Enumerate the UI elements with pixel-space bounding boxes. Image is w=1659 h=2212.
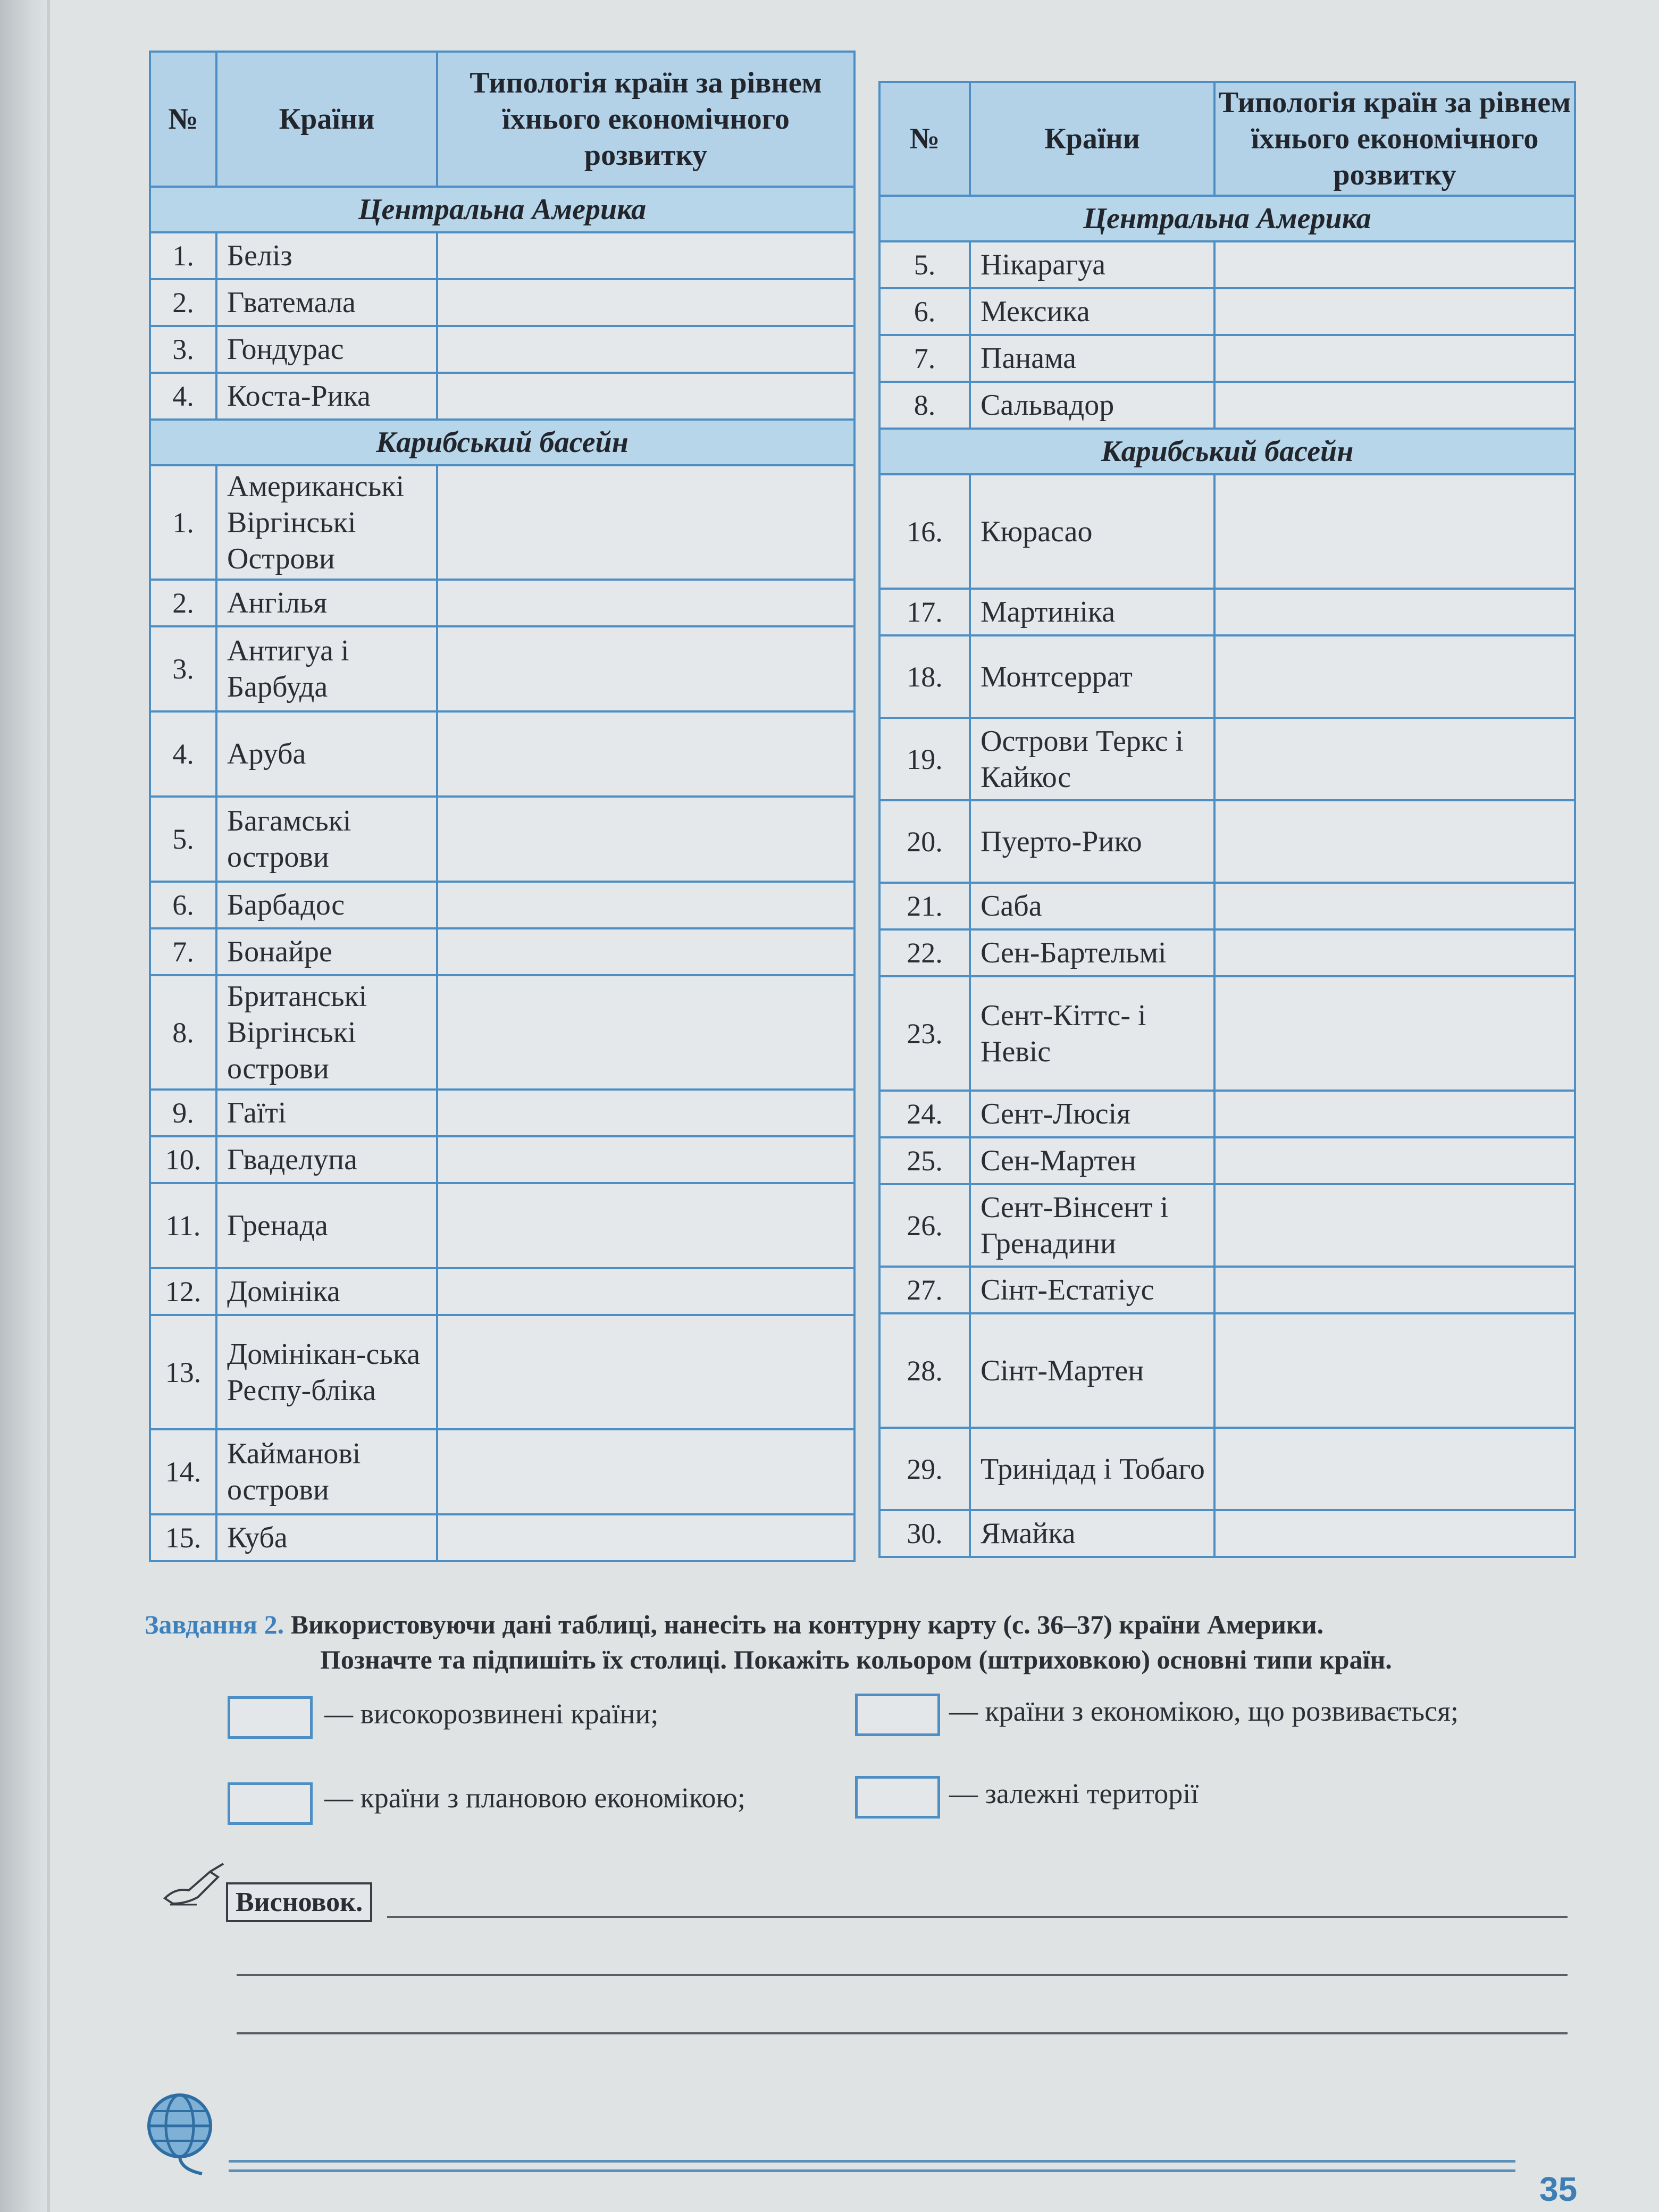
country-name: Коста-Рика (216, 373, 437, 420)
row-number: 7. (879, 335, 970, 382)
legend-box-developed[interactable] (228, 1696, 313, 1739)
typology-answer-cell[interactable] (1214, 883, 1575, 929)
row-number: 2. (150, 580, 216, 626)
conclusion-line-1[interactable] (387, 1916, 1568, 1918)
table-header-row (879, 82, 1575, 196)
table-row (879, 929, 1575, 976)
country-name: Нікарагуа (970, 241, 1214, 288)
country-name: Тринідад і Тобаго (970, 1428, 1214, 1510)
country-name: Барбадос (216, 882, 437, 928)
country-name: Сен-Бартельмі (970, 929, 1214, 976)
typology-answer-cell[interactable] (1214, 1184, 1575, 1267)
typology-answer-cell[interactable] (437, 1136, 854, 1183)
typology-answer-cell[interactable] (437, 232, 854, 279)
row-number: 6. (879, 288, 970, 335)
section-title: Центральна Америка (150, 187, 854, 232)
section-title: Карибський басейн (150, 420, 854, 465)
typology-answer-cell[interactable] (1214, 718, 1575, 800)
section-row (879, 429, 1575, 474)
row-number: 26. (879, 1184, 970, 1267)
header-countries: Країни (216, 52, 437, 187)
country-name: Антигуа і Барбуда (216, 626, 437, 711)
row-number: 4. (150, 373, 216, 420)
legend-text-dependent: — залежні території (949, 1778, 1199, 1809)
typology-answer-cell[interactable] (437, 1514, 854, 1561)
country-name: Гондурас (216, 326, 437, 373)
typology-answer-cell[interactable] (437, 1268, 854, 1315)
task-2-line2: Позначте та підпишіть їх столиці. Покажіть кольором (штриховкою) основні типи країн. (320, 1645, 1392, 1674)
row-number: 27. (879, 1267, 970, 1313)
country-name: Британські Віргінські острови (216, 975, 437, 1090)
row-number: 24. (879, 1091, 970, 1137)
row-number: 14. (150, 1429, 216, 1514)
table-header-row (150, 52, 854, 187)
table-row (879, 718, 1575, 800)
row-number: 7. (150, 928, 216, 975)
task-2-line1: Використовуючи дані таблиці, нанесіть на контурну карту (с. 36–37) країни Америки. (290, 1610, 1324, 1639)
footer-rule-top (229, 2160, 1515, 2163)
table-row (150, 1514, 854, 1561)
country-name: Кайманові острови (216, 1429, 437, 1514)
section-row (879, 196, 1575, 241)
country-name: Сент-Люсія (970, 1091, 1214, 1137)
typology-answer-cell[interactable] (437, 326, 854, 373)
typology-answer-cell[interactable] (1214, 1137, 1575, 1184)
country-name: Кюрасао (970, 474, 1214, 589)
table-row (879, 883, 1575, 929)
table-row (879, 1137, 1575, 1184)
legend-text-planned: — країни з плановою економікою; (324, 1782, 745, 1814)
table-row (879, 288, 1575, 335)
table-row (879, 382, 1575, 429)
table-row (150, 279, 854, 326)
country-name: Аруба (216, 711, 437, 797)
typology-answer-cell[interactable] (437, 373, 854, 420)
typology-answer-cell[interactable] (1214, 589, 1575, 635)
section-title: Карибський басейн (879, 429, 1575, 474)
table-row (879, 1267, 1575, 1313)
row-number: 12. (150, 1268, 216, 1315)
table-row (879, 1091, 1575, 1137)
header-typology: Типологія країн за рівнем їхнього економічного розвитку (437, 52, 854, 187)
typology-answer-cell[interactable] (1214, 1091, 1575, 1137)
country-name: Мартиніка (970, 589, 1214, 635)
legend-text-developed: — високорозвинені країни; (324, 1698, 659, 1730)
country-name: Саба (970, 883, 1214, 929)
header-countries: Країни (970, 82, 1214, 196)
table-row (150, 373, 854, 420)
typology-answer-cell[interactable] (1214, 474, 1575, 589)
header-num: № (150, 52, 216, 187)
table-row (879, 589, 1575, 635)
table-row (879, 635, 1575, 718)
table-row (879, 1313, 1575, 1428)
legend-box-dependent[interactable] (855, 1776, 940, 1819)
country-name: Домініка (216, 1268, 437, 1315)
row-number: 19. (879, 718, 970, 800)
row-number: 11. (150, 1183, 216, 1268)
row-number: 23. (879, 976, 970, 1091)
conclusion-label: Висновок. (226, 1882, 372, 1922)
table-row (150, 1315, 854, 1429)
row-number: 13. (150, 1315, 216, 1429)
row-number: 9. (150, 1090, 216, 1136)
table-row (150, 1268, 854, 1315)
table-row (150, 326, 854, 373)
table-row (150, 711, 854, 797)
table-row (150, 1136, 854, 1183)
table-row (150, 626, 854, 711)
country-name: Мексика (970, 288, 1214, 335)
footer-rule-bottom (229, 2169, 1515, 2172)
page-number: 35 (1539, 2170, 1578, 2208)
row-number: 29. (879, 1428, 970, 1510)
typology-answer-cell[interactable] (1214, 335, 1575, 382)
table-row (879, 1510, 1575, 1557)
table-row (150, 232, 854, 279)
country-name: Американські Віргінські Острови (216, 465, 437, 580)
row-number: 5. (150, 797, 216, 882)
country-name: Ангілья (216, 580, 437, 626)
typology-answer-cell[interactable] (437, 975, 854, 1090)
row-number: 17. (879, 589, 970, 635)
typology-answer-cell[interactable] (1214, 241, 1575, 288)
legend-box-developing[interactable] (855, 1694, 940, 1736)
country-name: Багамські острови (216, 797, 437, 882)
country-name: Гватемала (216, 279, 437, 326)
row-number: 30. (879, 1510, 970, 1557)
conclusion-line-3[interactable] (237, 2032, 1568, 2034)
typology-answer-cell[interactable] (437, 1429, 854, 1514)
country-name: Монтсеррат (970, 635, 1214, 718)
country-name: Острови Теркс і Кайкос (970, 718, 1214, 800)
table-row (150, 1090, 854, 1136)
countries-table-left (149, 51, 856, 1562)
typology-answer-cell[interactable] (437, 1090, 854, 1136)
table-row (879, 976, 1575, 1091)
country-name: Гваделупа (216, 1136, 437, 1183)
country-name: Бонайре (216, 928, 437, 975)
country-name: Гренада (216, 1183, 437, 1268)
row-number: 10. (150, 1136, 216, 1183)
country-name: Сен-Мартен (970, 1137, 1214, 1184)
countries-table-right (878, 81, 1576, 1558)
typology-answer-cell[interactable] (1214, 382, 1575, 429)
row-number: 8. (150, 975, 216, 1090)
table-row (879, 1428, 1575, 1510)
table-row (879, 474, 1575, 589)
conclusion-line-2[interactable] (237, 1974, 1568, 1976)
row-number: 2. (150, 279, 216, 326)
country-name: Пуерто-Рико (970, 800, 1214, 883)
row-number: 1. (150, 232, 216, 279)
row-number: 5. (879, 241, 970, 288)
legend-text-developing: — країни з економікою, що розвивається; (949, 1695, 1459, 1727)
section-row (150, 187, 854, 232)
task-2 (145, 1607, 1580, 1677)
country-name: Сінт-Мартен (970, 1313, 1214, 1428)
row-number: 3. (150, 326, 216, 373)
page-binding-shadow (0, 0, 51, 2212)
table-row (150, 975, 854, 1090)
typology-answer-cell[interactable] (437, 580, 854, 626)
typology-answer-cell[interactable] (1214, 1267, 1575, 1313)
country-name: Сент-Кіттс- і Невіс (970, 976, 1214, 1091)
country-name: Сент-Вінсент і Гренадини (970, 1184, 1214, 1267)
globe-icon (144, 2090, 223, 2180)
writing-hand-icon (160, 1861, 229, 1909)
typology-answer-cell[interactable] (1214, 288, 1575, 335)
table-row (150, 465, 854, 580)
country-name: Гаїті (216, 1090, 437, 1136)
table-row (879, 241, 1575, 288)
typology-answer-cell[interactable] (437, 1183, 854, 1268)
typology-answer-cell[interactable] (437, 882, 854, 928)
typology-answer-cell[interactable] (1214, 1313, 1575, 1428)
country-name: Домінікан-ська Респу-бліка (216, 1315, 437, 1429)
country-name: Панама (970, 335, 1214, 382)
table-row (879, 800, 1575, 883)
page-crease (47, 0, 50, 2212)
table-row (879, 335, 1575, 382)
row-number: 15. (150, 1514, 216, 1561)
typology-answer-cell[interactable] (1214, 635, 1575, 718)
typology-answer-cell[interactable] (1214, 800, 1575, 883)
row-number: 18. (879, 635, 970, 718)
row-number: 4. (150, 711, 216, 797)
row-number: 22. (879, 929, 970, 976)
table-row (150, 882, 854, 928)
table-row (150, 1183, 854, 1268)
typology-answer-cell[interactable] (437, 626, 854, 711)
typology-answer-cell[interactable] (1214, 976, 1575, 1091)
typology-answer-cell[interactable] (437, 1315, 854, 1429)
typology-answer-cell[interactable] (437, 797, 854, 882)
typology-answer-cell[interactable] (437, 928, 854, 975)
section-title: Центральна Америка (879, 196, 1575, 241)
country-name: Ямайка (970, 1510, 1214, 1557)
section-row (150, 420, 854, 465)
header-typology: Типологія країн за рівнем їхнього економічного розвитку (1214, 82, 1575, 196)
table-row (879, 1184, 1575, 1267)
table-row (150, 580, 854, 626)
typology-answer-cell[interactable] (437, 711, 854, 797)
table-row (150, 1429, 854, 1514)
row-number: 6. (150, 882, 216, 928)
row-number: 16. (879, 474, 970, 589)
header-num: № (879, 82, 970, 196)
typology-answer-cell[interactable] (1214, 929, 1575, 976)
country-name: Куба (216, 1514, 437, 1561)
task-2-label: Завдання 2. (145, 1610, 284, 1639)
legend-box-planned[interactable] (228, 1782, 313, 1825)
typology-answer-cell[interactable] (1214, 1428, 1575, 1510)
country-name: Сальвадор (970, 382, 1214, 429)
country-name: Сінт-Естатіус (970, 1267, 1214, 1313)
table-row (150, 797, 854, 882)
row-number: 21. (879, 883, 970, 929)
country-name: Беліз (216, 232, 437, 279)
row-number: 20. (879, 800, 970, 883)
table-row (150, 928, 854, 975)
typology-answer-cell[interactable] (437, 279, 854, 326)
row-number: 8. (879, 382, 970, 429)
typology-answer-cell[interactable] (1214, 1510, 1575, 1557)
row-number: 25. (879, 1137, 970, 1184)
row-number: 28. (879, 1313, 970, 1428)
row-number: 1. (150, 465, 216, 580)
typology-answer-cell[interactable] (437, 465, 854, 580)
row-number: 3. (150, 626, 216, 711)
